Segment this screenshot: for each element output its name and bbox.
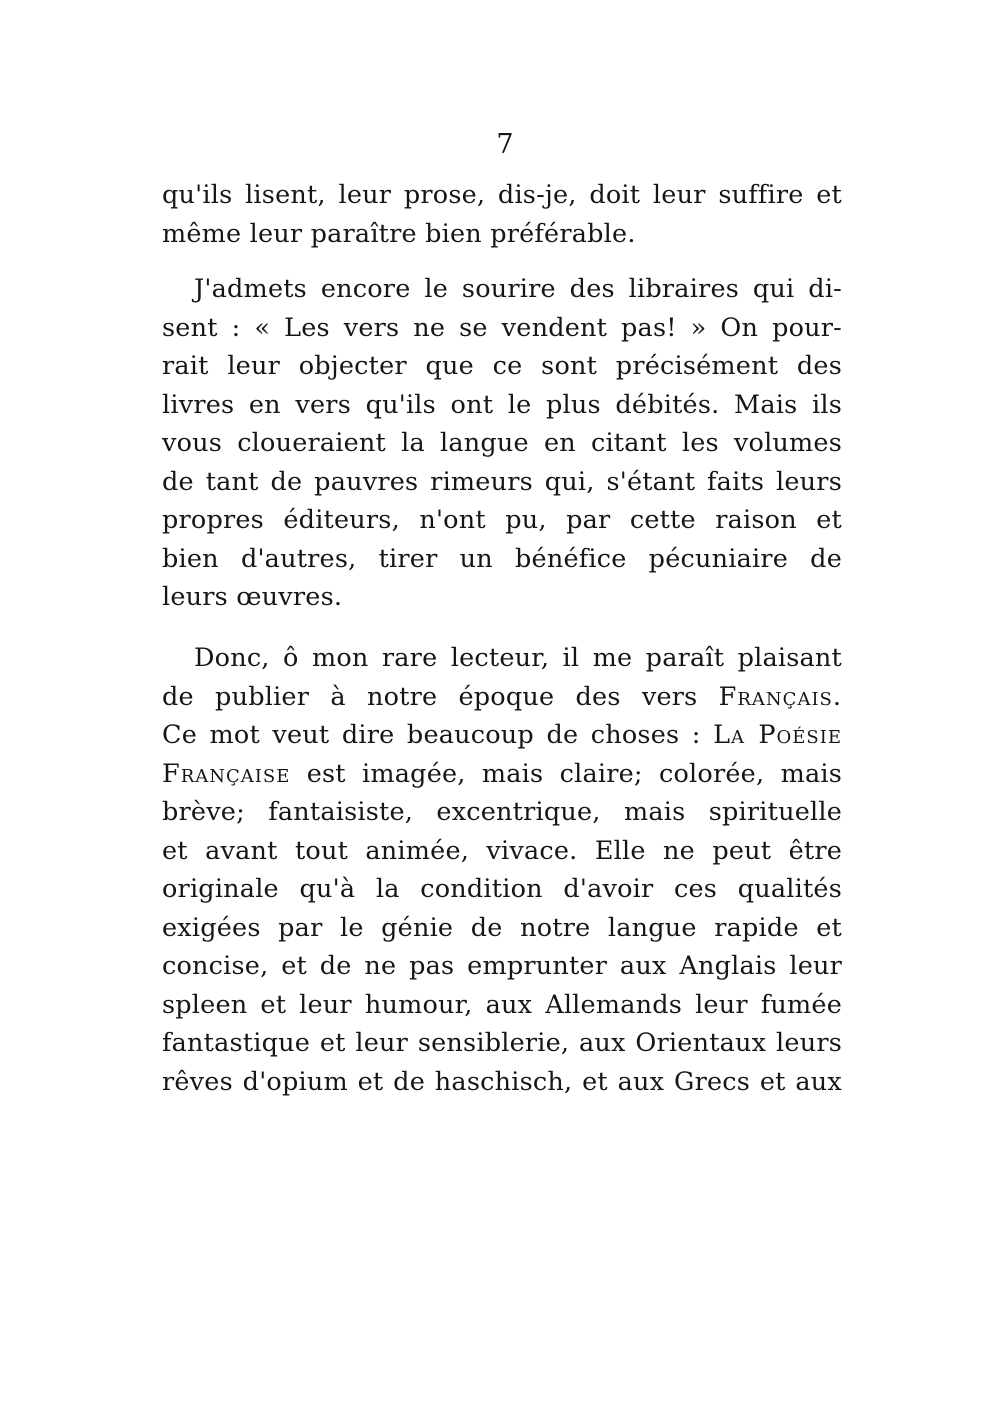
text-line: exigées par le génie de notre langue rapide et [162, 912, 842, 943]
small-caps-run: Française [162, 758, 291, 789]
text-line: sent : « Les vers ne se vendent pas! » On pour- [162, 312, 842, 343]
paragraph-poesie-francaise [162, 639, 842, 1101]
text-line: Donc, ô mon rare lecteur, il me paraît plaisant [194, 643, 842, 673]
text-line: concise, et de ne pas emprunter aux Anglais leur [162, 951, 842, 981]
text-line: et avant tout animée, vivace. Elle ne peut être [162, 835, 842, 866]
text-line: spleen et leur humour, aux Allemands leur fumée [162, 989, 842, 1020]
small-caps-run: La Poésie [713, 720, 842, 750]
text-line: originale qu'à la condition d'avoir ces qualités [162, 874, 842, 904]
text-line: J'admets encore le sourire des libraires qui di- [194, 274, 842, 304]
small-caps-run: Français. [718, 681, 842, 712]
text-line: propres éditeurs, n'ont pu, par cette raison et [162, 505, 842, 535]
text-line [162, 716, 842, 755]
text-run: de publier à notre époque des vers [162, 681, 698, 712]
paragraph-libraires [162, 270, 842, 617]
text-line: bien d'autres, tirer un bénéfice pécuniaire de [162, 543, 842, 574]
text-line: leurs œuvres. [162, 582, 343, 612]
text-line: de tant de pauvres rimeurs qui, s'étant faits leurs [162, 466, 842, 497]
text-line: rait leur objecter que ce sont précisément des [162, 351, 842, 381]
text-line: qu'ils lisent, leur prose, dis-je, doit leur suffire et [162, 180, 842, 210]
text-run: Ce mot veut dire beaucoup de choses : [162, 720, 701, 750]
text-line: brève; fantaisiste, excentrique, mais spirituelle [162, 797, 842, 827]
text-line [162, 755, 842, 794]
text-line: vous cloueraient la langue en citant les volumes [162, 428, 842, 458]
text-line: rêves d'opium et de haschisch, et aux Grecs et aux [162, 1066, 842, 1097]
text-line: même leur paraître bien préférable. [162, 218, 636, 249]
text-run: est imagée, mais claire; colorée, mais [306, 758, 842, 789]
page-number: 7 [496, 129, 514, 160]
text-line: livres en vers qu'ils ont le plus débités. Mais ils [162, 389, 842, 420]
paragraph-continuation [162, 176, 842, 253]
text-line: fantastique et leur sensiblerie, aux Orientaux leurs [162, 1028, 842, 1058]
text-line [162, 678, 842, 717]
